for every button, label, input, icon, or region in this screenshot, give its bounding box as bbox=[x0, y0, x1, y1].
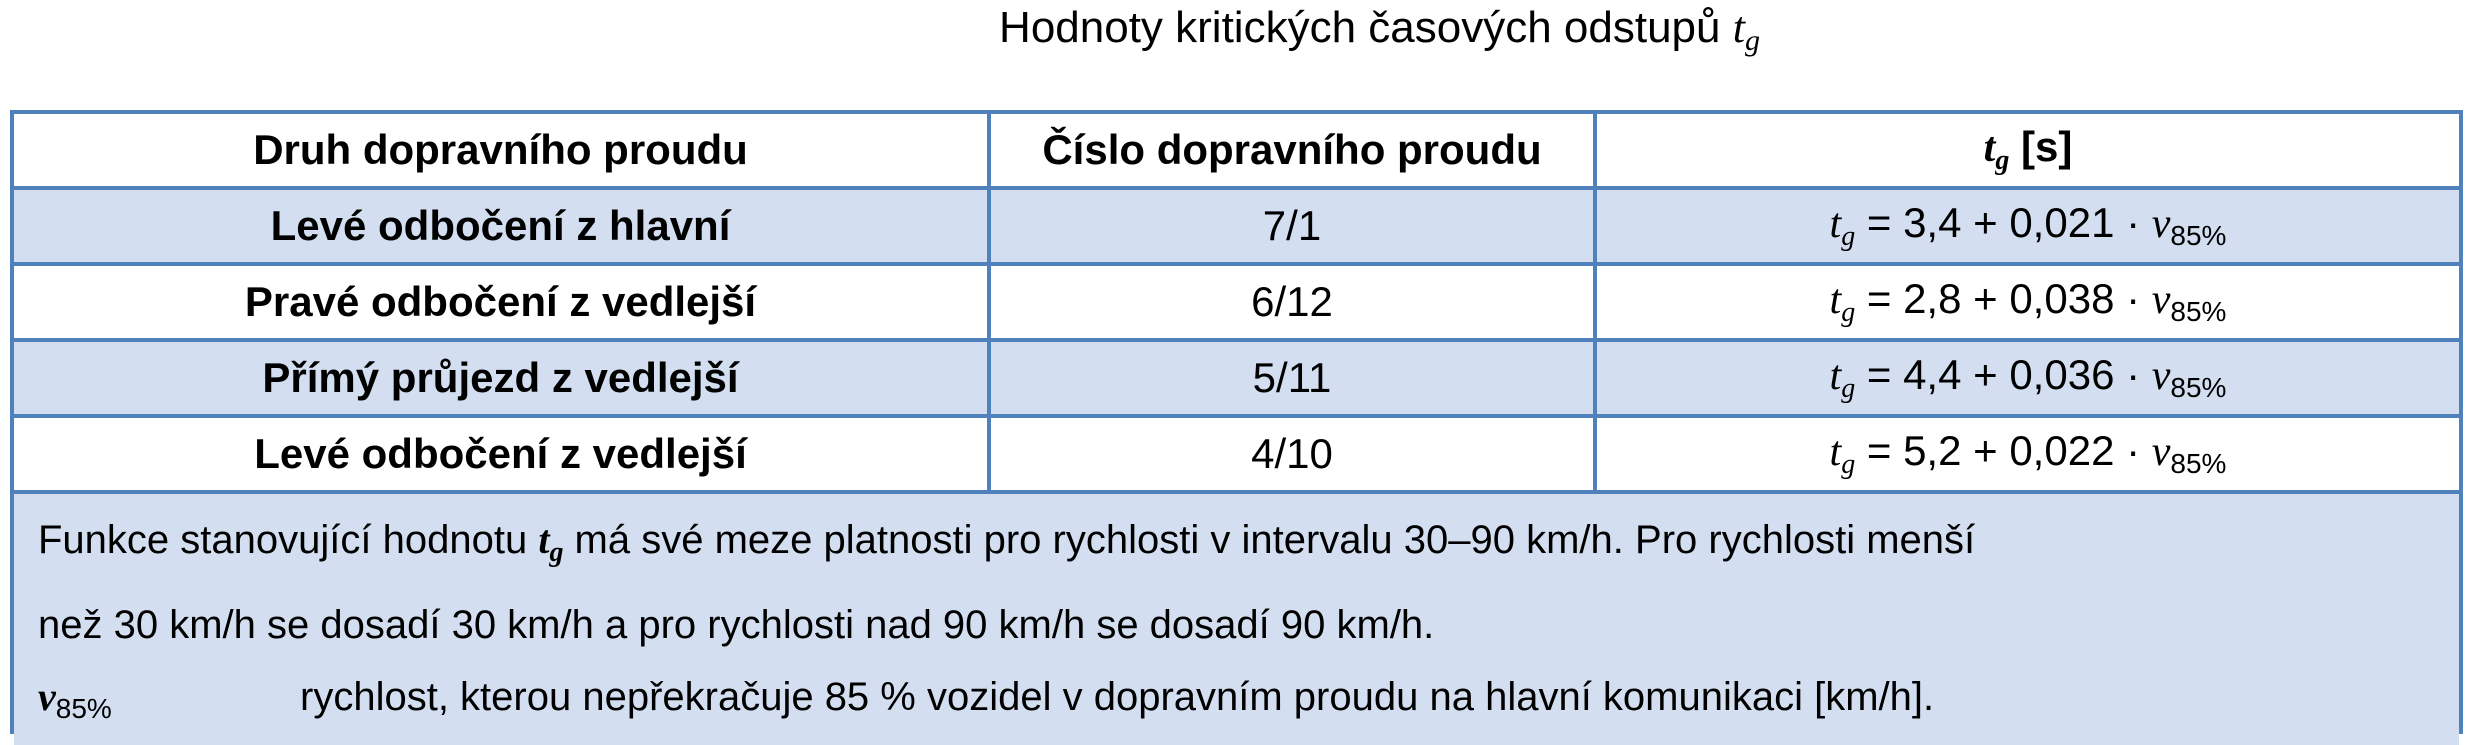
stream-number-cell: 7/1 bbox=[989, 188, 1595, 264]
stream-number-cell: 4/10 bbox=[989, 416, 1595, 492]
header-tg bbox=[1595, 114, 2459, 188]
formula-lhs: t bbox=[1829, 353, 1842, 399]
table-row bbox=[14, 188, 2459, 264]
formula-lhs-sub: g bbox=[1841, 221, 1856, 252]
stream-number-cell: 5/11 bbox=[989, 340, 1595, 416]
formula-cell bbox=[1595, 340, 2459, 416]
note-line-1 bbox=[38, 504, 2435, 589]
formula-lhs: t bbox=[1829, 429, 1842, 475]
formula-var-sub: 85% bbox=[2170, 220, 2227, 251]
header-tg-unit: [s] bbox=[2009, 123, 2073, 170]
stream-type-cell: Pravé odbočení z vedlejší bbox=[14, 264, 989, 340]
formula-lhs-sub: g bbox=[1841, 373, 1856, 404]
note-row bbox=[14, 492, 2459, 745]
stream-type-cell: Levé odbočení z vedlejší bbox=[14, 416, 989, 492]
note-definition bbox=[38, 661, 2435, 745]
note-line-1-end: má své meze platnosti pro rychlosti v intervalu 30–90 km/h. Pro rychlosti menší bbox=[563, 518, 1976, 562]
table-row bbox=[14, 264, 2459, 340]
formula-cell bbox=[1595, 188, 2459, 264]
data-table bbox=[14, 114, 2459, 745]
definition-text: rychlost, kterou nepřekračuje 85 % vozidel v dopravním proudu na hlavní komunikaci [km/h]. bbox=[300, 675, 1935, 719]
formula-var-sub: 85% bbox=[2170, 448, 2227, 479]
formula-var: v bbox=[2151, 277, 2171, 323]
validity-note bbox=[14, 492, 2459, 745]
formula-body: = 4,4 + 0,036 · bbox=[1855, 351, 2152, 398]
header-tg-sub: g bbox=[1995, 145, 2010, 176]
header-tg-symbol: t bbox=[1983, 125, 1996, 171]
formula-var-sub: 85% bbox=[2170, 372, 2227, 403]
table-row bbox=[14, 340, 2459, 416]
note-tg-symbol: t bbox=[538, 517, 550, 562]
page-title bbox=[0, 0, 2469, 60]
definition-symbol bbox=[38, 661, 300, 745]
formula-cell bbox=[1595, 416, 2459, 492]
stream-number-cell: 6/12 bbox=[989, 264, 1595, 340]
formula-var: v bbox=[2151, 429, 2171, 475]
note-line-1-start: Funkce stanovující hodnotu bbox=[38, 518, 539, 562]
stream-type-cell: Přímý průjezd z vedlejší bbox=[14, 340, 989, 416]
title-symbol-sub: g bbox=[1744, 24, 1760, 57]
formula-lhs: t bbox=[1829, 277, 1842, 323]
formula-lhs-sub: g bbox=[1841, 449, 1856, 480]
formula-var-sub: 85% bbox=[2170, 296, 2227, 327]
critical-gap-table bbox=[10, 110, 2463, 734]
title-symbol: t bbox=[1732, 3, 1745, 52]
table-row bbox=[14, 416, 2459, 492]
definition-v-sub: 85% bbox=[55, 693, 112, 724]
formula-var: v bbox=[2151, 201, 2171, 247]
formula-cell bbox=[1595, 264, 2459, 340]
header-stream-number: Číslo dopravního proudu bbox=[989, 114, 1595, 188]
formula-body: = 3,4 + 0,021 · bbox=[1855, 199, 2152, 246]
formula-lhs: t bbox=[1829, 201, 1842, 247]
note-tg-sub: g bbox=[549, 537, 564, 568]
formula-body: = 2,8 + 0,038 · bbox=[1855, 275, 2152, 322]
formula-var: v bbox=[2151, 353, 2171, 399]
title-text: Hodnoty kritických časových odstupů bbox=[999, 3, 1733, 52]
formula-body: = 5,2 + 0,022 · bbox=[1855, 427, 2152, 474]
header-row bbox=[14, 114, 2459, 188]
formula-lhs-sub: g bbox=[1841, 297, 1856, 328]
stream-type-cell: Levé odbočení z hlavní bbox=[14, 188, 989, 264]
note-line-2: než 30 km/h se dosadí 30 km/h a pro rychlosti nad 90 km/h se dosadí 90 km/h. bbox=[38, 603, 1435, 647]
definition-v: v bbox=[38, 674, 56, 719]
header-stream-type: Druh dopravního proudu bbox=[14, 114, 989, 188]
